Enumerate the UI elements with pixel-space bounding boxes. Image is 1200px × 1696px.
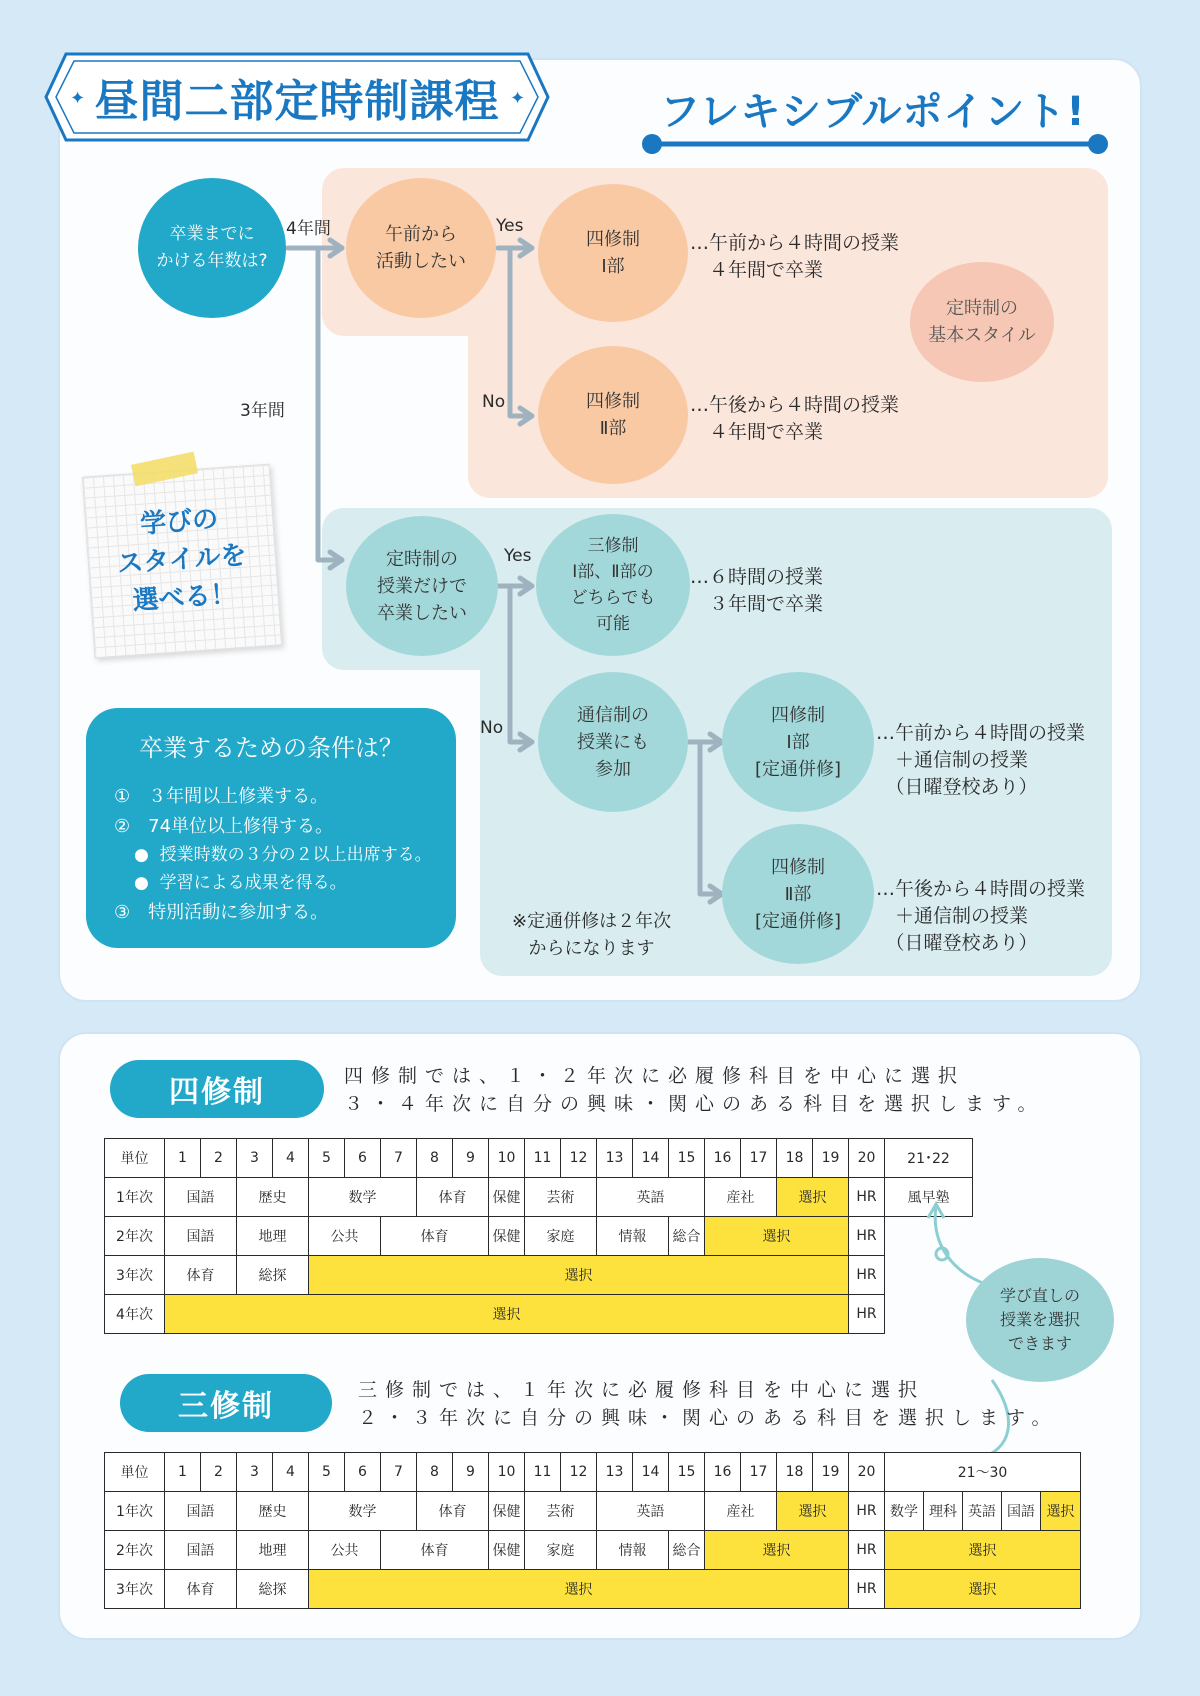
question-years-circle: 卒業までに かける年数は? bbox=[138, 178, 286, 318]
four-system-1-description: …午前から４時間の授業 ４年間で卒業 bbox=[690, 232, 900, 281]
table-header-cell: 20 bbox=[849, 1453, 885, 1492]
table-row bbox=[105, 1531, 1081, 1570]
table-cell: 総合 bbox=[669, 1217, 705, 1256]
condition-item: ① ３年間以上修業する。 bbox=[114, 786, 329, 807]
table-header-cell: 1 bbox=[165, 1139, 201, 1178]
table-cell: HR bbox=[849, 1570, 885, 1609]
table-row bbox=[105, 1492, 1081, 1531]
table-cell: 3年次 bbox=[105, 1570, 165, 1609]
condition-subitem: ● 学習による成果を得る。 bbox=[134, 873, 347, 893]
condition-subitem: ● 授業時数の３分の２以上出席する。 bbox=[134, 845, 432, 865]
table-header-cell: 15 bbox=[669, 1139, 705, 1178]
basic-style-circle: 定時制の 基本スタイル bbox=[910, 262, 1054, 382]
table-cell: 保健 bbox=[489, 1531, 525, 1570]
table-cell: 情報 bbox=[597, 1217, 669, 1256]
table-header-cell: 2 bbox=[201, 1139, 237, 1178]
table-header-cell: 6 bbox=[345, 1139, 381, 1178]
table-cell: 保健 bbox=[489, 1217, 525, 1256]
table-cell: 4年次 bbox=[105, 1295, 165, 1334]
table-cell: HR bbox=[849, 1256, 885, 1295]
four-system-1-circle: 四修制 Ⅰ部 bbox=[538, 184, 688, 322]
table-cell: 1年次 bbox=[105, 1178, 165, 1217]
table-header-cell: 17 bbox=[741, 1139, 777, 1178]
table-cell: 3年次 bbox=[105, 1256, 165, 1295]
table-cell: 芸術 bbox=[525, 1492, 597, 1531]
table-cell: 体育 bbox=[381, 1217, 489, 1256]
four-system-2-teitsu-circle: 四修制 Ⅱ部 [定通併修] bbox=[722, 824, 874, 964]
table-cell: 国語 bbox=[165, 1217, 237, 1256]
table-cell: HR bbox=[849, 1295, 885, 1334]
table-cell-elective: 選択 bbox=[165, 1295, 849, 1334]
table-header-cell: 4 bbox=[273, 1139, 309, 1178]
three-system-intro: 三修制では、１年次に必履修科目を中心に選択 ２・３年次に自分の興味・関心のある科目を選択します。 bbox=[358, 1379, 1059, 1429]
table-header-cell: 10 bbox=[489, 1453, 525, 1492]
table-header-cell: 7 bbox=[381, 1453, 417, 1492]
four-system-1-teitsu-circle: 四修制 Ⅰ部 [定通併修] bbox=[722, 672, 874, 812]
question-only-teiji-circle: 定時制の 授業だけで 卒業したい bbox=[346, 516, 498, 656]
table-header-cell: 12 bbox=[561, 1453, 597, 1492]
table-header-cell: 13 bbox=[597, 1139, 633, 1178]
table-header-cell: 19 bbox=[813, 1453, 849, 1492]
table-cell-elective: 選択 bbox=[777, 1178, 849, 1217]
table-header-cell: 16 bbox=[705, 1139, 741, 1178]
three-system-table bbox=[104, 1452, 1081, 1609]
table-cell: 産社 bbox=[705, 1178, 777, 1217]
table-header-cell: 3 bbox=[237, 1453, 273, 1492]
four-system-2-description: …午後から４時間の授業 ４年間で卒業 bbox=[690, 394, 900, 443]
table-cell-elective: 選択 bbox=[1041, 1492, 1081, 1531]
table-cell: 理科 bbox=[924, 1492, 963, 1531]
table-cell: 風早塾 bbox=[885, 1178, 973, 1217]
table-cell: 地理 bbox=[237, 1531, 309, 1570]
four-system-2-teitsu-description: …午後から４時間の授業 ＋通信制の授業 （日曜登校あり） bbox=[876, 878, 1086, 954]
table-header-cell: 14 bbox=[633, 1453, 669, 1492]
four-system-1-teitsu-description: …午前から４時間の授業 ＋通信制の授業 （日曜登校あり） bbox=[876, 722, 1086, 798]
table-cell-elective: 選択 bbox=[885, 1570, 1081, 1609]
table-cell: 公共 bbox=[309, 1217, 381, 1256]
table-header-cell: 10 bbox=[489, 1139, 525, 1178]
table-header-cell: 15 bbox=[669, 1453, 705, 1492]
table-header-cell: 単位 bbox=[105, 1139, 165, 1178]
condition-item: ② 74単位以上修得する。 bbox=[114, 816, 334, 837]
table-header-cell: 単位 bbox=[105, 1453, 165, 1492]
table-header-cell: 18 bbox=[777, 1139, 813, 1178]
label-no-1: No bbox=[482, 392, 506, 412]
table-header-row bbox=[105, 1453, 1081, 1492]
table-header-cell: 5 bbox=[309, 1453, 345, 1492]
three-system-description: …６時間の授業 ３年間で卒業 bbox=[690, 566, 824, 615]
table-row bbox=[105, 1295, 973, 1334]
table-header-cell: 2 bbox=[201, 1453, 237, 1492]
table-cell: 2年次 bbox=[105, 1217, 165, 1256]
table-cell: HR bbox=[849, 1178, 885, 1217]
table-cell: 2年次 bbox=[105, 1531, 165, 1570]
table-cell: 数学 bbox=[309, 1492, 417, 1531]
table-row bbox=[105, 1178, 973, 1217]
table-cell-elective: 選択 bbox=[309, 1570, 849, 1609]
table-header-cell: 20 bbox=[849, 1139, 885, 1178]
label-3years: 3年間 bbox=[240, 401, 285, 421]
table-header-cell: 12 bbox=[561, 1139, 597, 1178]
table-header-cell: 8 bbox=[417, 1139, 453, 1178]
table-header-cell: 1 bbox=[165, 1453, 201, 1492]
svg-text:✦: ✦ bbox=[510, 88, 526, 109]
table-cell: 総探 bbox=[237, 1570, 309, 1609]
table-cell-elective: 選択 bbox=[705, 1217, 849, 1256]
flexible-point-title: フレキシブルポイント! bbox=[660, 89, 1086, 135]
table-row bbox=[105, 1256, 973, 1295]
table-cell: 総合 bbox=[669, 1531, 705, 1570]
four-system-intro: 四修制では、１・２年次に必履修科目を中心に選択 ３・４年次に自分の興味・関心のある科目を選択します。 bbox=[344, 1065, 1045, 1115]
table-header-cell: 8 bbox=[417, 1453, 453, 1492]
table-header-cell: 21･22 bbox=[885, 1139, 973, 1178]
table-cell: 地理 bbox=[237, 1217, 309, 1256]
note-text: 学びの スタイルを 選べる！ bbox=[116, 504, 248, 617]
table-cell: 英語 bbox=[963, 1492, 1002, 1531]
label-no-2: No bbox=[480, 718, 504, 738]
table-cell: 歴史 bbox=[237, 1178, 309, 1217]
table-cell: 家庭 bbox=[525, 1531, 597, 1570]
table-cell: 公共 bbox=[309, 1531, 381, 1570]
table-cell: 数学 bbox=[309, 1178, 417, 1217]
table-header-cell: 9 bbox=[453, 1139, 489, 1178]
sticky-note bbox=[82, 464, 282, 659]
table-cell: 保健 bbox=[489, 1178, 525, 1217]
table-header-cell: 7 bbox=[381, 1139, 417, 1178]
four-system-table bbox=[104, 1138, 973, 1334]
graduation-conditions bbox=[86, 708, 456, 948]
table-cell: 国語 bbox=[165, 1178, 237, 1217]
table-cell: 体育 bbox=[417, 1492, 489, 1531]
table-cell-elective: 選択 bbox=[885, 1531, 1081, 1570]
table-header-cell: 11 bbox=[525, 1453, 561, 1492]
three-system-circle: 三修制 Ⅰ部、Ⅱ部の どちらでも 可能 bbox=[536, 514, 690, 656]
table-row bbox=[105, 1570, 1081, 1609]
table-cell: 数学 bbox=[885, 1492, 924, 1531]
table-cell: 国語 bbox=[165, 1531, 237, 1570]
table-cell: 体育 bbox=[165, 1570, 237, 1609]
table-cell-elective: 選択 bbox=[309, 1256, 849, 1295]
table-header-cell: 5 bbox=[309, 1139, 345, 1178]
table-header-cell: 17 bbox=[741, 1453, 777, 1492]
table-cell: 総探 bbox=[237, 1256, 309, 1295]
label-4years: 4年間 bbox=[286, 219, 331, 239]
table-cell: 産社 bbox=[705, 1492, 777, 1531]
relearning-bubble: 学び直しの 授業を選択 できます bbox=[966, 1258, 1114, 1382]
three-system-pill: 三修制 bbox=[120, 1374, 332, 1432]
condition-item: ③ 特別活動に参加する。 bbox=[114, 902, 329, 923]
table-header-cell: 4 bbox=[273, 1453, 309, 1492]
page-title: 昼間二部定時制課程 bbox=[94, 76, 500, 127]
table-cell: 国語 bbox=[1002, 1492, 1041, 1531]
conditions-title: 卒業するための条件は？ bbox=[139, 734, 403, 762]
table-header-cell: 19 bbox=[813, 1139, 849, 1178]
label-yes-2: Yes bbox=[504, 546, 532, 566]
table-header-cell: 14 bbox=[633, 1139, 669, 1178]
table-header-cell: 6 bbox=[345, 1453, 381, 1492]
table-header-cell: 16 bbox=[705, 1453, 741, 1492]
svg-text:✦: ✦ bbox=[70, 88, 86, 109]
table-cell: HR bbox=[849, 1531, 885, 1570]
question-tsushin-circle: 通信制の 授業にも 参加 bbox=[538, 672, 688, 812]
table-cell: 歴史 bbox=[237, 1492, 309, 1531]
table-cell: 国語 bbox=[165, 1492, 237, 1531]
table-cell: 英語 bbox=[597, 1492, 705, 1531]
table-header-cell: 18 bbox=[777, 1453, 813, 1492]
table-header-cell: 13 bbox=[597, 1453, 633, 1492]
table-row bbox=[105, 1217, 973, 1256]
table-header-row bbox=[105, 1139, 973, 1178]
table-cell: HR bbox=[849, 1492, 885, 1531]
table-cell-elective: 選択 bbox=[777, 1492, 849, 1531]
question-morning-circle: 午前から 活動したい bbox=[346, 178, 496, 318]
table-cell: 体育 bbox=[417, 1178, 489, 1217]
table-cell: HR bbox=[849, 1217, 885, 1256]
table-header-cell: 3 bbox=[237, 1139, 273, 1178]
table-cell: 芸術 bbox=[525, 1178, 597, 1217]
table-cell: 1年次 bbox=[105, 1492, 165, 1531]
four-system-2-circle: 四修制 Ⅱ部 bbox=[538, 346, 688, 484]
table-header-cell: 21〜30 bbox=[885, 1453, 1081, 1492]
table-header-cell: 11 bbox=[525, 1139, 561, 1178]
table-cell: 家庭 bbox=[525, 1217, 597, 1256]
teitsu-note: ※定通併修は２年次 からになります bbox=[512, 911, 672, 959]
four-system-pill: 四修制 bbox=[110, 1060, 324, 1118]
table-cell: 保健 bbox=[489, 1492, 525, 1531]
table-cell: 英語 bbox=[597, 1178, 705, 1217]
table-cell-elective: 選択 bbox=[705, 1531, 849, 1570]
table-cell: 体育 bbox=[165, 1256, 237, 1295]
table-header-cell: 9 bbox=[453, 1453, 489, 1492]
label-yes-1: Yes bbox=[496, 216, 524, 236]
table-cell: 情報 bbox=[597, 1531, 669, 1570]
table-cell: 体育 bbox=[381, 1531, 489, 1570]
